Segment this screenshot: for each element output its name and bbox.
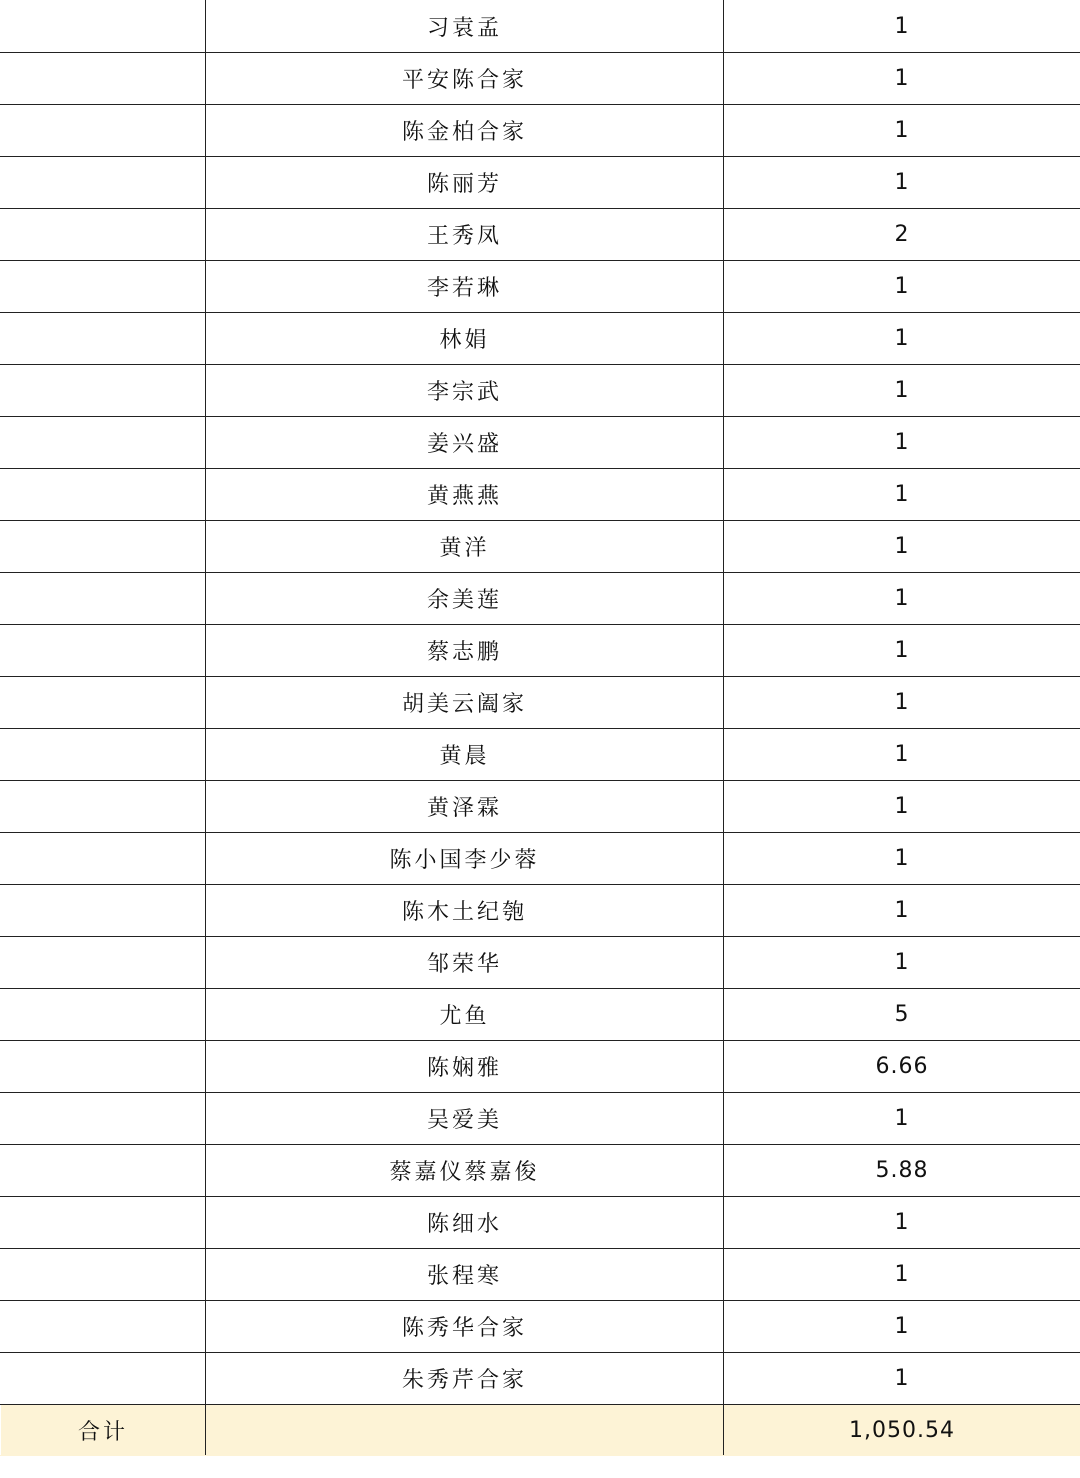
row-label-cell <box>1 157 206 209</box>
donation-amount: 1 <box>724 53 1080 105</box>
row-label-cell <box>1 833 206 885</box>
donation-amount: 1 <box>724 833 1080 885</box>
table-row <box>1 781 1080 833</box>
donation-amount: 1 <box>724 365 1080 417</box>
row-label-cell <box>1 1093 206 1145</box>
donor-name: 陈娴雅 <box>206 1041 724 1093</box>
donation-amount: 1 <box>724 625 1080 677</box>
row-label-cell <box>1 105 206 157</box>
table-row <box>1 261 1080 313</box>
donation-amount: 1 <box>724 261 1080 313</box>
row-label-cell <box>1 1197 206 1249</box>
table-row <box>1 573 1080 625</box>
row-label-cell <box>1 937 206 989</box>
row-label-cell <box>1 365 206 417</box>
total-label: 合计 <box>1 1405 206 1456</box>
table-row <box>1 157 1080 209</box>
donation-amount: 1 <box>724 1 1080 53</box>
donation-amount: 1 <box>724 521 1080 573</box>
table-row <box>1 1353 1080 1405</box>
donor-name: 朱秀芹合家 <box>206 1353 724 1405</box>
table-row <box>1 1249 1080 1301</box>
table-row <box>1 365 1080 417</box>
table-row <box>1 53 1080 105</box>
donor-name: 黄泽霖 <box>206 781 724 833</box>
donor-name: 陈金柏合家 <box>206 105 724 157</box>
row-label-cell <box>1 1 206 53</box>
donor-name: 蔡志鹏 <box>206 625 724 677</box>
donor-name: 姜兴盛 <box>206 417 724 469</box>
table-row <box>1 1301 1080 1353</box>
donor-name: 黄晨 <box>206 729 724 781</box>
row-label-cell <box>1 1145 206 1197</box>
row-label-cell <box>1 521 206 573</box>
row-label-cell <box>1 417 206 469</box>
row-label-cell <box>1 1353 206 1405</box>
donor-name: 陈丽芳 <box>206 157 724 209</box>
donor-name: 王秀凤 <box>206 209 724 261</box>
table-row <box>1 937 1080 989</box>
donation-amount: 1 <box>724 677 1080 729</box>
table-row <box>1 313 1080 365</box>
donor-name: 陈秀华合家 <box>206 1301 724 1353</box>
donation-amount: 1 <box>724 1353 1080 1405</box>
table-row <box>1 885 1080 937</box>
donation-amount: 1 <box>724 781 1080 833</box>
table-row <box>1 417 1080 469</box>
table-row <box>1 1197 1080 1249</box>
donation-amount: 1 <box>724 885 1080 937</box>
row-label-cell <box>1 209 206 261</box>
table-row <box>1 989 1080 1041</box>
table-row <box>1 209 1080 261</box>
donor-name: 尤鱼 <box>206 989 724 1041</box>
total-amount: 1,050.54 <box>724 1405 1080 1456</box>
table-row <box>1 625 1080 677</box>
row-label-cell <box>1 1301 206 1353</box>
row-label-cell <box>1 261 206 313</box>
total-row <box>1 1405 1080 1456</box>
donor-name: 李宗武 <box>206 365 724 417</box>
row-label-cell <box>1 53 206 105</box>
donor-name: 平安陈合家 <box>206 53 724 105</box>
donation-table-body <box>1 1 1080 1456</box>
donor-name: 林娟 <box>206 313 724 365</box>
table-row <box>1 833 1080 885</box>
row-label-cell <box>1 885 206 937</box>
donation-amount: 6.66 <box>724 1041 1080 1093</box>
donation-amount: 1 <box>724 469 1080 521</box>
donor-name: 陈木土纪匏 <box>206 885 724 937</box>
row-label-cell <box>1 469 206 521</box>
table-row <box>1 105 1080 157</box>
table-row <box>1 469 1080 521</box>
donor-name: 胡美云阖家 <box>206 677 724 729</box>
donor-name: 习袁孟 <box>206 1 724 53</box>
table-row <box>1 677 1080 729</box>
row-label-cell <box>1 729 206 781</box>
table-row <box>1 1041 1080 1093</box>
row-label-cell <box>1 313 206 365</box>
donation-amount: 1 <box>724 1197 1080 1249</box>
donor-name: 陈细水 <box>206 1197 724 1249</box>
row-label-cell <box>1 677 206 729</box>
donation-amount: 5 <box>724 989 1080 1041</box>
donation-amount: 2 <box>724 209 1080 261</box>
donor-name: 陈小国李少蓉 <box>206 833 724 885</box>
donor-name: 余美莲 <box>206 573 724 625</box>
table-row <box>1 1093 1080 1145</box>
donor-name: 李若琳 <box>206 261 724 313</box>
table-row <box>1 1145 1080 1197</box>
donor-name: 吴爱美 <box>206 1093 724 1145</box>
donation-amount: 1 <box>724 157 1080 209</box>
donation-amount: 1 <box>724 313 1080 365</box>
donation-amount: 1 <box>724 1249 1080 1301</box>
donation-amount: 1 <box>724 417 1080 469</box>
row-label-cell <box>1 781 206 833</box>
row-label-cell <box>1 573 206 625</box>
donor-name: 蔡嘉仪蔡嘉俊 <box>206 1145 724 1197</box>
donation-amount: 1 <box>724 573 1080 625</box>
donation-amount: 5.88 <box>724 1145 1080 1197</box>
row-label-cell <box>1 625 206 677</box>
donation-amount: 1 <box>724 1301 1080 1353</box>
row-label-cell <box>1 989 206 1041</box>
donor-name: 张程寒 <box>206 1249 724 1301</box>
donor-name: 黄燕燕 <box>206 469 724 521</box>
row-label-cell <box>1 1041 206 1093</box>
table-row <box>1 729 1080 781</box>
row-label-cell <box>1 1249 206 1301</box>
donation-amount: 1 <box>724 1093 1080 1145</box>
donor-name: 黄洋 <box>206 521 724 573</box>
donation-amount: 1 <box>724 105 1080 157</box>
donor-name: 邹荣华 <box>206 937 724 989</box>
table-row <box>1 521 1080 573</box>
table-row <box>1 1 1080 53</box>
donation-amount: 1 <box>724 729 1080 781</box>
donation-amount: 1 <box>724 937 1080 989</box>
total-name-cell <box>206 1405 724 1456</box>
